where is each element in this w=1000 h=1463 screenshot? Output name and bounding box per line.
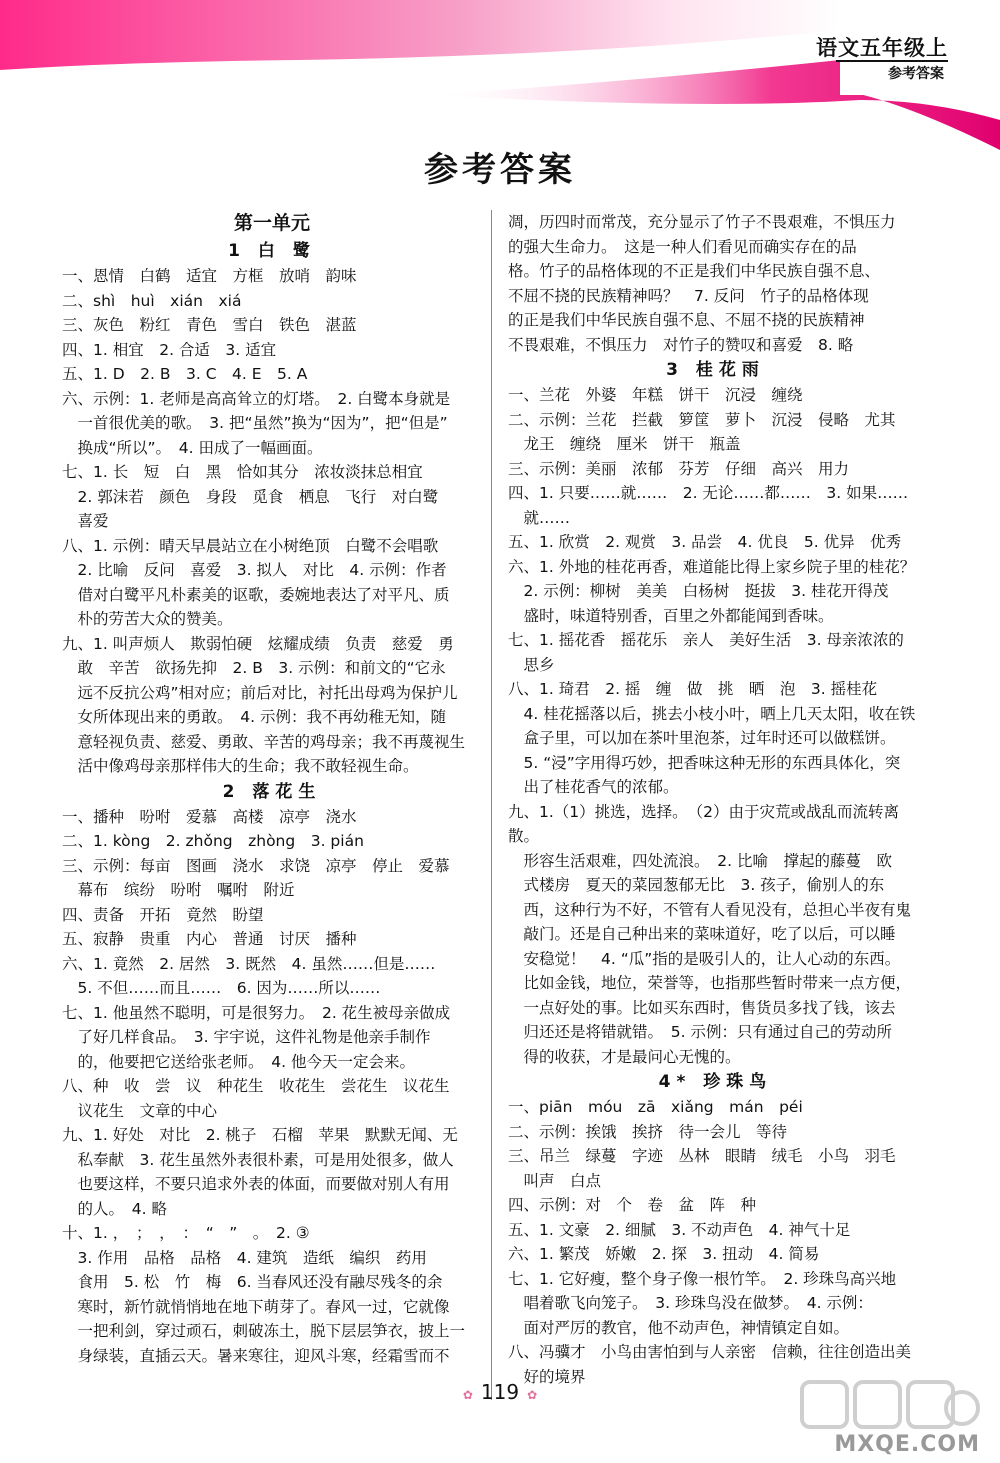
answer-line: 不畏艰难，不惧压力 对竹子的赞叹和喜爱 8. 略 xyxy=(508,335,854,354)
answer-line: 好的境界 xyxy=(508,1367,586,1386)
lesson-heading: 2 落花生 xyxy=(222,781,322,802)
unit-heading: 第一单元 xyxy=(233,212,310,234)
answer-line: 得的收获，才是最问心无愧的。 xyxy=(508,1047,741,1066)
answer-line: 五、1. D 2. B 3. C 4. E 5. A xyxy=(62,365,308,383)
answer-line: 九、1. 好处 对比 2. 桃子 石榴 苹果 默默无闻、无 xyxy=(62,1126,458,1144)
header-banner xyxy=(0,0,1000,150)
header-swoosh xyxy=(0,0,1000,150)
answer-line: 活中像鸡母亲那样伟大的生命；我不敢轻视生命。 xyxy=(62,757,419,775)
answer-line: 四、示例：对 个 卷 盆 阵 种 xyxy=(508,1196,757,1214)
answer-line: 五、1. 欣赏 2. 观赏 3. 品尝 4. 优良 5. 优异 优秀 xyxy=(508,533,902,551)
answer-line: 唱着歌飞向笼子。 3. 珍珠鸟没在做梦。 4. 示例： xyxy=(508,1294,873,1312)
answer-line: 私奉献 3. 花生虽然外表很朴素，可是用处很多，做人 xyxy=(62,1150,454,1169)
column-divider xyxy=(491,210,492,1400)
answer-line: 凋，历四时而常茂，充分显示了竹子不畏艰难，不惧压力 xyxy=(508,213,896,231)
answer-line: 2. 示例：柳树 美美 白杨树 挺拔 3. 桂花开得茂 xyxy=(508,582,889,600)
answer-line: 一把利剑，穿过顽石，刺破冻土，脱下层层笋衣，披上一 xyxy=(62,1322,466,1340)
answer-line: 一、恩情 白鹤 适宜 方框 放哨 韵味 xyxy=(62,267,357,285)
answer-line: 思乡 xyxy=(508,655,555,674)
answer-line: 九、1. 叫声烦人 欺弱怕硬 炫耀成绩 负责 慈爱 勇 xyxy=(62,634,454,653)
answer-line: 敢 辛苦 欲扬先抑 2. B 3. 示例：和前文的“它永 xyxy=(62,659,446,677)
answer-line: 三、示例：每亩 图画 浇水 求饶 凉亭 停止 爱慕 xyxy=(62,856,450,875)
answer-line: 4. 桂花摇落以后，挑去小枝小叶，晒上几天太阳，收在铁 xyxy=(508,704,916,723)
answer-line: 六、示例：1. 老师是高高耸立的灯塔。 2. 白鹭本身就是 xyxy=(62,389,451,408)
answer-line: 敲门。还是自己种出来的菜味道好，吃了以后，可以睡 xyxy=(508,925,896,943)
answer-line: 远不反抗公鸡”相对应；前后对比，衬托出母鸡为保护儿 xyxy=(62,683,458,702)
answer-line: 也要这样，不要只追求外表的体面，而要做对别人有用 xyxy=(62,1175,450,1193)
answer-line: 面对严厉的教官，他不动声色，神情镇定自如。 xyxy=(508,1318,850,1337)
answer-line: 四、责备 开拓 竟然 盼望 xyxy=(62,905,264,924)
left-column xyxy=(62,210,482,1368)
answer-line: 四、1. 相宜 2. 合适 3. 适宜 xyxy=(62,340,277,359)
answer-line: 格。竹子的品格体现的不正是我们中华民族自强不息、 xyxy=(508,262,881,280)
answer-line: 安稳觉！ 4. “瓜”指的是吸引人的，让人心动的东西。 xyxy=(508,949,901,968)
book-sub-label: 参考答案 xyxy=(888,66,944,82)
answer-line: 一、piān móu zā xiǎng mán péi xyxy=(508,1098,803,1116)
answer-line: 归还还是将错就错。 5. 示例：只有通过自己的劳动所 xyxy=(508,1023,892,1041)
answer-line: 寒时，新竹就悄悄地在地下萌芽了。春风一过，它就像 xyxy=(62,1297,450,1316)
answer-line: 了好几样食品。 3. 宇宇说，这件礼物是他亲手制作 xyxy=(62,1028,431,1046)
answer-line: 八、1. 示例：晴天早晨站立在小树绝顶 白鹭不会唱歌 xyxy=(62,536,439,555)
star-icon: ✿ xyxy=(462,1388,473,1402)
star-icon: ✿ xyxy=(527,1388,538,1402)
answer-line: 议花生 文章的中心 xyxy=(62,1101,218,1120)
lesson-heading: 4* 珍珠鸟 xyxy=(658,1072,773,1092)
answer-line: 六、1. 竟然 2. 居然 3. 既然 4. 虽然……但是…… xyxy=(62,954,436,973)
lesson-heading: 3 桂花雨 xyxy=(666,360,765,380)
answer-line: 换成“所以”。 4. 田成了一幅画面。 xyxy=(62,438,323,457)
answer-line: 就…… xyxy=(508,508,571,527)
answer-line: 五、1. 文豪 2. 细腻 3. 不动声色 4. 神气十足 xyxy=(508,1220,851,1239)
answer-line: 借对白鹭平凡朴素美的讴歌，委婉地表达了对平凡、质 xyxy=(62,585,450,604)
answer-line: 形容生活艰难，四处流浪。 2. 比喻 撑起的藤蔓 欧 xyxy=(508,851,892,870)
answer-line: 2. 郭沫若 颜色 身段 觅食 栖息 飞行 对白鹭 xyxy=(62,487,439,506)
answer-line: 3. 作用 品格 品格 4. 建筑 造纸 编织 药用 xyxy=(62,1248,427,1267)
answer-line: 身绿装，直插云天。暑来寒往，迎风斗寒，经霜雪而不 xyxy=(62,1346,450,1365)
answer-line: 二、示例：挨饿 挨挤 待一会儿 等待 xyxy=(508,1122,788,1141)
answer-line: 出了桂花香气的浓郁。 xyxy=(508,778,679,796)
answer-line: 七、1. 摇花香 摇花乐 亲人 美好生活 3. 母亲浓浓的 xyxy=(508,631,904,649)
answer-line: 朴的劳苦大众的赞美。 xyxy=(62,610,233,628)
answer-line: 2. 比喻 反问 喜爱 3. 拟人 对比 4. 示例：作者 xyxy=(62,561,447,579)
answer-line: 八、1. 琦君 2. 摇 缠 做 挑 晒 泡 3. 摇桂花 xyxy=(508,680,878,698)
answer-line: 的人。 4. 略 xyxy=(62,1199,167,1218)
book-label: 语文五年级上 xyxy=(816,36,948,60)
answer-line: 六、1. 外地的桂花再香，难道能比得上家乡院子里的桂花？ xyxy=(508,557,916,576)
answer-line: 三、示例：美丽 浓郁 芬芳 仔细 高兴 用力 xyxy=(508,459,850,478)
answer-line: 六、1. 繁茂 娇嫩 2. 探 3. 扭动 4. 简易 xyxy=(508,1245,820,1263)
answer-line: 二、1. kòng 2. zhǒng zhòng 3. pián xyxy=(62,832,364,850)
answer-line: 七、1. 他虽然不聪明，可是很努力。 2. 花生被母亲做成 xyxy=(62,1003,451,1022)
answer-line: 的正是我们中华民族自强不息、不屈不挠的民族精神 xyxy=(508,311,865,329)
page-title: 参考答案 xyxy=(424,150,576,190)
answer-line: 喜爱 xyxy=(62,512,109,530)
header-rule xyxy=(836,60,948,62)
answer-line: 八、冯骥才 小鸟由害怕到与人亲密 信赖，往往创造出美 xyxy=(508,1343,912,1361)
answer-line: 5. 不但……而且…… 6. 因为……所以…… xyxy=(62,979,381,997)
answer-line: 二、示例：兰花 拦截 箩筐 萝卜 沉浸 侵略 尤其 xyxy=(508,410,896,429)
answer-line: 龙王 缠绕 厘米 饼干 瓶盖 xyxy=(508,435,741,453)
answer-line: 盛时，味道特别香，百里之外都能闻到香味。 xyxy=(508,606,834,625)
watermark-text: MXQE.COM xyxy=(834,1432,980,1457)
right-column xyxy=(508,210,923,1389)
answer-line: 5. “浸”字用得巧妙，把香味这种无形的东西具体化，突 xyxy=(508,753,901,772)
answer-line: 不屈不挠的民族精神吗？ 7. 反问 竹子的品格体现 xyxy=(508,286,869,305)
answer-line: 式楼房 夏天的菜园葱郁无比 3. 孩子，偷别人的东 xyxy=(508,876,885,894)
answer-line: 一点好处的事。比如买东西时，售货员多找了钱，该去 xyxy=(508,998,896,1017)
answer-line: 二、shì huì xián xiá xyxy=(62,291,242,310)
answer-line: 的强大生命力。 这是一种人们看见而确实存在的品 xyxy=(508,237,857,256)
answer-line: 意轻视负责、慈爱、勇敢、辛苦的鸡母亲；我不再蔑视生 xyxy=(62,732,466,751)
answer-line: 九、1.（1）挑选，选择。 （2）由于灾荒或战乱而流转离散。 xyxy=(508,802,900,845)
answer-line: 盒子里，可以加在茶叶里泡茶，过年时还可以做糕饼。 xyxy=(508,729,896,747)
answer-line: 食用 5. 松 竹 梅 6. 当春风还没有融尽残冬的余 xyxy=(62,1273,443,1291)
answer-line: 的，他要把它送给张老师。 4. 他今天一定会来。 xyxy=(62,1052,415,1071)
answer-line: 十、1. ， ； ， ： “ ” 。 2. ③ xyxy=(62,1224,310,1242)
answer-line: 一、播种 吩咐 爱慕 高楼 凉亭 浇水 xyxy=(62,807,357,826)
lesson-heading: 1 白 鹭 xyxy=(228,241,316,261)
answer-line: 幕布 缤纷 吩咐 嘱咐 附近 xyxy=(62,881,295,899)
answer-line: 三、灰色 粉红 青色 雪白 铁色 湛蓝 xyxy=(62,316,357,334)
answer-line: 七、1. 它好瘦，整个身子像一根竹竿。 2. 珍珠鸟高兴地 xyxy=(508,1269,897,1288)
answer-line: 比如金钱，地位，荣誉等，也指那些暂时带来一点方便， xyxy=(508,974,912,992)
answer-line: 女所体现出来的勇敢。 4. 示例：我不再幼稚无知，随 xyxy=(62,708,446,726)
answer-line: 八、种 收 尝 议 种花生 收花生 尝花生 议花生 xyxy=(62,1077,450,1095)
answer-line: 四、1. 只要……就…… 2. 无论……都…… 3. 如果…… xyxy=(508,484,909,502)
answer-line: 三、吊兰 绿蔓 字迹 丛林 眼睛 绒毛 小鸟 羽毛 xyxy=(508,1147,896,1165)
answer-line: 西，这种行为不好，不管有人看见没有，总担心半夜有鬼 xyxy=(508,900,912,919)
answer-line: 叫声 白点 xyxy=(508,1171,602,1190)
answer-line: 一首很优美的歌。 3. 把“虽然”换为“因为”，把“但是” xyxy=(62,414,448,432)
answer-line: 一、兰花 外婆 年糕 饼干 沉浸 缠绕 xyxy=(508,386,803,404)
page-number: 119 xyxy=(480,1380,520,1404)
answer-line: 五、寂静 贵重 内心 普通 讨厌 播种 xyxy=(62,930,357,948)
answer-line: 七、1. 长 短 白 黑 恰如其分 浓妆淡抹总相宜 xyxy=(62,463,423,481)
